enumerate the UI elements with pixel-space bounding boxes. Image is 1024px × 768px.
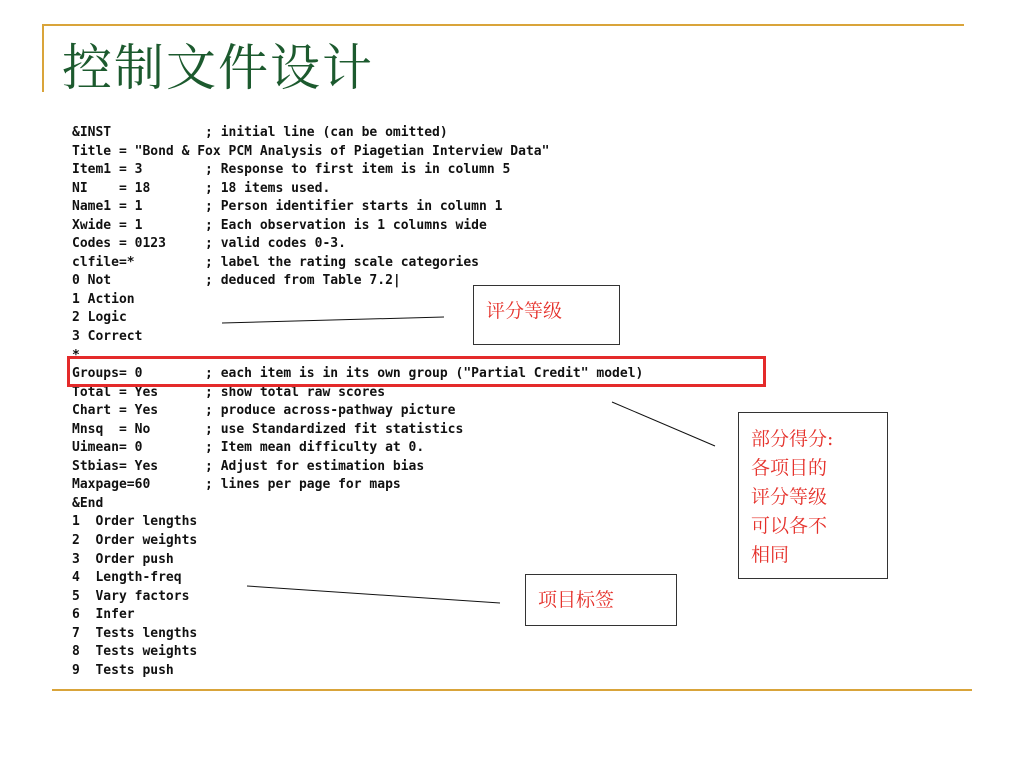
- code-line: Item1 = 3 ; Response to first item is in column 5: [72, 162, 511, 178]
- code-line: 6 Infer: [72, 607, 135, 623]
- items-leader-line: [247, 586, 500, 603]
- code-line: 0 Not ; deduced from Table 7.2|: [72, 273, 401, 289]
- partial-leader-line: [612, 402, 715, 446]
- code-line: &End: [72, 495, 104, 511]
- code-line: &INST ; initial line (can be omitted): [72, 125, 448, 140]
- code-line: 9 Tests push: [72, 662, 174, 678]
- partial-credit-line-3: 评分等级: [751, 486, 828, 508]
- code-line: 1 Action: [72, 291, 135, 307]
- code-line: 3 Correct: [72, 329, 143, 345]
- code-line: 2 Logic: [72, 310, 127, 326]
- bottom-rule: [52, 689, 972, 691]
- code-line: 2 Order weights: [72, 533, 198, 549]
- code-line: 1 Order lengths: [72, 514, 198, 530]
- code-line: Stbias= Yes ; Adjust for estimation bias: [72, 458, 425, 474]
- item-labels-callout-text: 项目标签: [538, 589, 615, 611]
- partial-credit-line-4: 可以各不: [751, 515, 828, 537]
- code-line: Codes = 0123 ; valid codes 0-3.: [72, 236, 346, 252]
- code-line: Xwide = 1 ; Each observation is 1 columns wide: [72, 217, 487, 233]
- code-line: Uimean= 0 ; Item mean difficulty at 0.: [72, 440, 425, 456]
- code-line: Total = Yes ; show total raw scores: [72, 384, 386, 400]
- code-line: 5 Vary factors: [72, 588, 190, 604]
- partial-credit-callout: [738, 412, 888, 579]
- partial-credit-line-1: 部分得分:: [751, 428, 834, 450]
- partial-credit-line-2: 各项目的: [751, 457, 828, 479]
- code-line: Chart = Yes ; produce across-pathway picture: [72, 403, 456, 419]
- code-line: 8 Tests weights: [72, 644, 198, 660]
- code-line: Mnsq = No ; use Standardized fit statistics: [72, 421, 464, 437]
- rating-scale-callout: [473, 285, 620, 345]
- slide-title: 控制文件设计: [62, 39, 374, 97]
- code-line: *: [72, 347, 80, 363]
- code-line: Groups= 0 ; each item is in its own group ("Partial Credit" model): [72, 366, 644, 382]
- code-line: Title = "Bond & Fox PCM Analysis of Piagetian Interview Data": [72, 143, 550, 159]
- code-line: 4 Length-freq: [72, 570, 182, 586]
- code-line: 3 Order push: [72, 551, 174, 567]
- code-line: 7 Tests lengths: [72, 625, 198, 641]
- code-line: NI = 18 ; 18 items used.: [72, 180, 331, 196]
- item-labels-callout: [525, 574, 677, 626]
- partial-credit-line-5: 相同: [751, 544, 790, 566]
- rating-scale-callout-text: 评分等级: [486, 300, 563, 322]
- rating-leader-line: [222, 317, 444, 323]
- code-line: Maxpage=60 ; lines per page for maps: [72, 477, 401, 493]
- code-line: Name1 = 1 ; Person identifier starts in column 1: [72, 199, 503, 215]
- code-line: clfile=* ; label the rating scale categories: [72, 254, 479, 270]
